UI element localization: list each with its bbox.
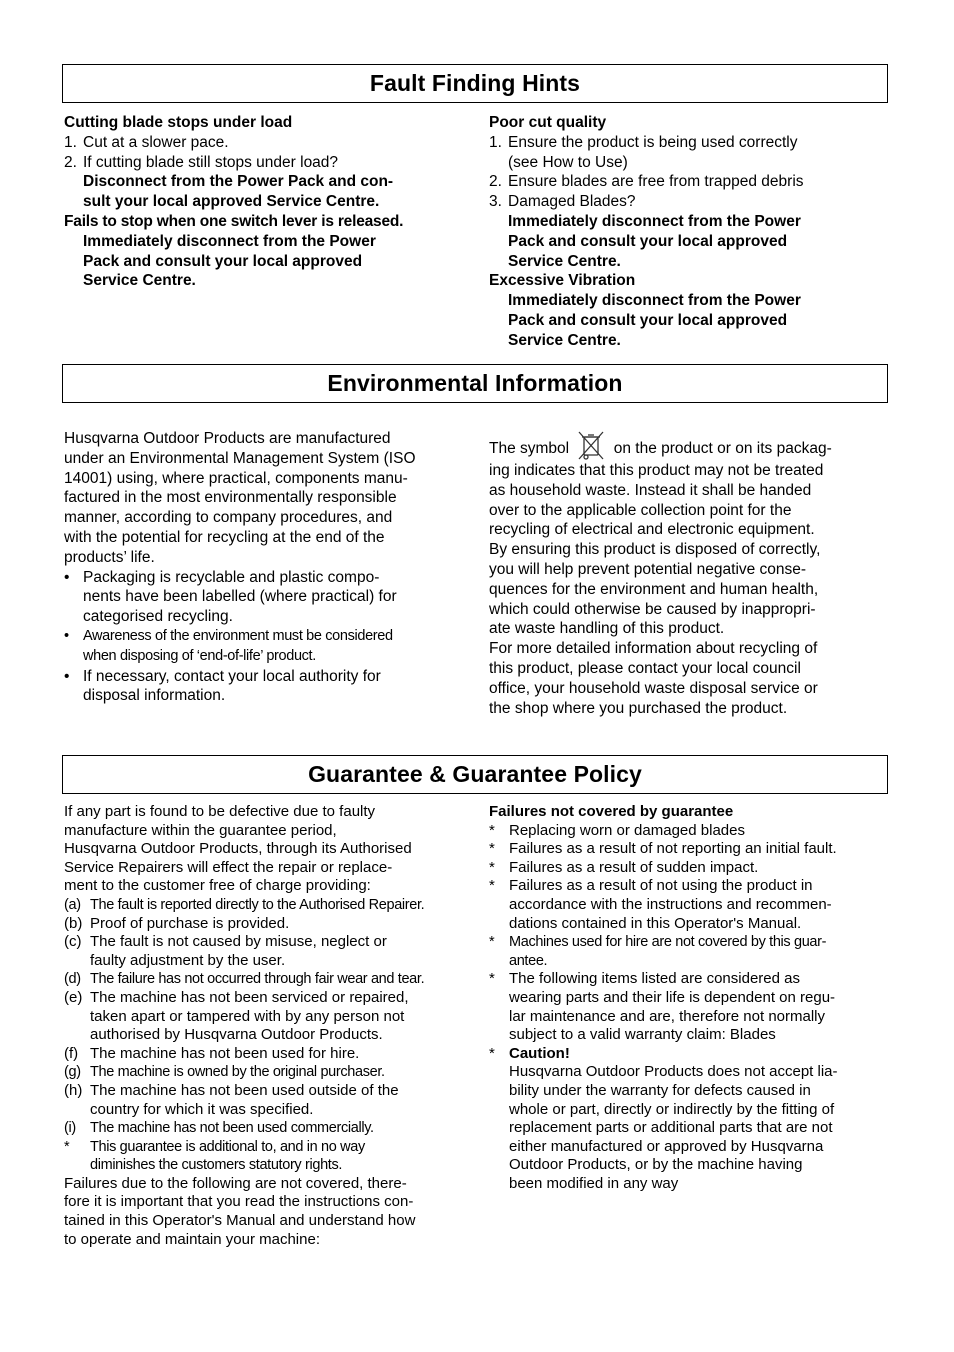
- fault-right-column: [489, 113, 889, 351]
- env-text-line: under an Environmental Management System (ISO: [64, 449, 416, 467]
- fault-right-bold-line: Pack and consult your local approved: [508, 311, 788, 329]
- list-item: * The following items listed are considered as wearing parts and their life is dependent on regu- lar maintenance and are, therefore not normally subject to a valid warranty claim: Blades: [489, 970, 836, 1044]
- env-text-line: ate waste handling of this product.: [489, 620, 725, 638]
- crossed-out-wheelie-bin-icon: [573, 429, 609, 461]
- list-item: 3. Damaged Blades?: [489, 193, 636, 211]
- fault-left-bold-line: Immediately disconnect from the Power: [83, 232, 376, 250]
- guar-text-line: Husqvarna Outdoor Products, through its Authorised: [64, 840, 412, 858]
- fault-left-bold-line: Disconnect from the Power Pack and con-: [83, 173, 394, 191]
- guarantee-right-column: [489, 803, 889, 1193]
- guar-text-line: manufacture within the guarantee period,: [64, 821, 337, 839]
- guarantee-title: Guarantee & Guarantee Policy: [308, 761, 642, 787]
- env-text-line: you will help prevent potential negative conse-: [489, 560, 807, 578]
- list-item: (i) The machine has not been used commercially.: [64, 1120, 374, 1137]
- bullet-item: • Packaging is recyclable and plastic compo- nents have been labelled (where practical) for categorised recycling.: [64, 568, 397, 626]
- guar-text-line: If any part is found to be defective due to faulty: [64, 803, 376, 820]
- list-item: (b) Proof of purchase is provided.: [64, 914, 290, 932]
- guarantee-heading-box: [62, 755, 888, 794]
- env-text-line: over to the applicable collection point for the: [489, 501, 792, 519]
- fault-finding-heading-box: [62, 64, 888, 103]
- guarantee-left-column: [64, 803, 474, 1249]
- env-text-line: For more detailed information about recycling of: [489, 640, 818, 658]
- list-item: (h) The machine has not been used outside of the country for which it was specified.: [64, 1081, 399, 1118]
- env-text-line: the shop where you purchased the product.: [489, 699, 788, 717]
- list-item: 1. Cut at a slower pace.: [64, 133, 229, 151]
- list-item: 2. Ensure blades are free from trapped debris: [489, 173, 804, 191]
- fault-right-bold-line: Pack and consult your local approved: [508, 232, 788, 250]
- env-text-line: products’ life.: [64, 548, 155, 566]
- fault-right-bold-line: Service Centre.: [508, 331, 621, 349]
- fault-right-heading-1: Poor cut quality: [489, 114, 607, 131]
- environmental-title: Environmental Information: [327, 370, 623, 396]
- list-item: (f) The machine has not been used for hire.: [64, 1044, 360, 1062]
- bullet-icon: •: [64, 627, 69, 644]
- list-item: * Failures as a result of not reporting an initial fault.: [489, 840, 837, 858]
- list-item: (g) The machine is owned by the original purchaser.: [64, 1064, 385, 1081]
- env-text-line: as household waste. Instead it shall be handed: [489, 481, 812, 499]
- env-text-line: 14001) using, where practical, components manu-: [64, 469, 408, 487]
- bullet-item: • If necessary, contact your local authority for disposal information.: [64, 667, 381, 705]
- list-item: * This guarantee is additional to, and in no way diminishes the customers statutory rights.: [64, 1138, 365, 1174]
- guar-text-line: tained in this Operator's Manual and understand how: [64, 1212, 416, 1230]
- guar-text-line: Failures due to the following are not covered, there-: [64, 1174, 407, 1192]
- fault-left-heading-1: Cutting blade stops under load: [64, 114, 293, 131]
- guar-text-line: fore it is important that you read the instructions con-: [64, 1193, 414, 1211]
- env-text-line: with the potential for recycling at the end of the: [64, 528, 385, 546]
- list-item: * Failures as a result of not using the product in accordance with the instructions and recommen- dations contained in this Operator's Manual.: [489, 877, 832, 932]
- env-text-line: factured in the most environmentally responsible: [64, 489, 397, 507]
- fault-left-heading-2: Fails to stop when one switch lever is released.: [64, 212, 404, 230]
- list-item: (c) The fault is not caused by misuse, neglect or faulty adjustment by the user.: [64, 933, 387, 969]
- list-item: (e) The machine has not been serviced or repaired, taken apart or tampered with by any person not authorised by Husqvarna Outdoor Products.: [64, 988, 409, 1044]
- guar-right-heading: Failures not covered by guarantee: [489, 803, 734, 820]
- list-item: * Machines used for hire are not covered by this guar- antee.: [489, 934, 827, 969]
- env-text-line: manner, according to company procedures, and: [64, 509, 393, 527]
- bullet-icon: •: [64, 568, 70, 586]
- env-symbol-line: The symbol on the product or on its packag-: [489, 429, 889, 461]
- env-text-line: ing indicates that this product may not be treated: [489, 462, 824, 479]
- env-text-line: Husqvarna Outdoor Products are manufactured: [64, 430, 391, 447]
- fault-left-bold-line: sult your local approved Service Centre.: [83, 193, 380, 211]
- env-text-line: quences for the environment and human health,: [489, 580, 819, 598]
- fault-finding-title: Fault Finding Hints: [369, 70, 581, 96]
- caution-title: Caution!: [509, 1044, 570, 1062]
- env-left-column: [64, 429, 474, 706]
- env-text-line: this product, please contact your local council: [489, 659, 801, 677]
- env-text-line: recycling of electrical and electronic equipment.: [489, 521, 815, 539]
- env-text-line: By ensuring this product is disposed of correctly,: [489, 541, 821, 559]
- fault-left-bold-line: Pack and consult your local approved: [83, 252, 363, 270]
- guar-text-line: Service Repairers will effect the repair or replace-: [64, 858, 393, 876]
- bullet-item: • Awareness of the environment must be considered when disposing of ‘end-of-life’ product.: [64, 627, 393, 664]
- list-item: * Replacing worn or damaged blades: [489, 821, 745, 839]
- fault-right-bold-line: Immediately disconnect from the Power: [508, 212, 801, 230]
- env-text-line: office, your household waste disposal service or: [489, 679, 818, 697]
- bullet-icon: •: [64, 667, 70, 685]
- fault-right-heading-2: Excessive Vibration: [489, 272, 636, 290]
- fault-right-bold-line: Service Centre.: [508, 252, 621, 270]
- guar-text-line: ment to the customer free of charge providing:: [64, 877, 371, 895]
- list-item: * Failures as a result of sudden impact.: [489, 858, 759, 876]
- list-item: (d) The failure has not occurred through fair wear and tear.: [64, 971, 425, 988]
- env-right-column: [489, 429, 889, 718]
- env-text-line: which could otherwise be caused by inappropri-: [489, 600, 816, 618]
- list-item: 1. Ensure the product is being used correctly: [489, 133, 798, 151]
- list-item: (see How to Use): [508, 153, 628, 171]
- list-item: 2. If cutting blade still stops under load?: [64, 153, 339, 171]
- fault-left-column: [64, 113, 464, 291]
- list-item: (a) The fault is reported directly to the Authorised Repairer.: [64, 896, 425, 913]
- environmental-heading-box: [62, 364, 888, 403]
- fault-right-bold-line: Immediately disconnect from the Power: [508, 292, 801, 310]
- fault-left-bold-line: Service Centre.: [83, 272, 196, 290]
- caution-item: * Caution! Husqvarna Outdoor Products does not accept lia- bility under the warranty for defects caused in whole or part, directly or indirectly by the fitting of replacement parts or additional parts that are not either manufactured or approved by Husqvarna Outdoor Products, or by the machine having been modified in any way: [489, 1045, 889, 1194]
- guar-text-line: to operate and maintain your machine:: [64, 1230, 320, 1248]
